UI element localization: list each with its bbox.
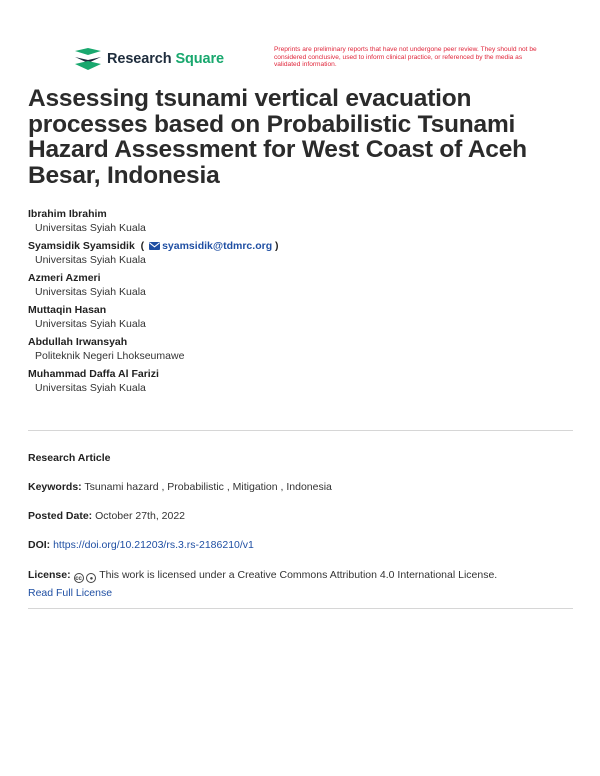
- divider: [28, 430, 573, 431]
- author-entry: [28, 303, 573, 331]
- author-name: Muttaqin Hasan: [28, 304, 107, 316]
- author-name: Syamsidik Syamsidik: [28, 240, 135, 252]
- author-email-group: ( syamsidik@tdmrc.org ): [137, 240, 279, 252]
- author-name-row: [28, 239, 573, 253]
- author-entry: [28, 239, 573, 267]
- license-label: License:: [28, 569, 71, 581]
- author-entry: [28, 367, 573, 395]
- author-name: Azmeri Azmeri: [28, 272, 101, 284]
- read-full-license-link[interactable]: Read Full License: [28, 587, 113, 599]
- attribution-icon: ●: [86, 573, 96, 583]
- creative-commons-icon: cc: [74, 573, 84, 583]
- doi-row: [28, 539, 573, 551]
- posted-date-label: Posted Date:: [28, 510, 93, 522]
- author-entry: [28, 335, 573, 363]
- keywords-label: Keywords:: [28, 481, 82, 493]
- paper-title: Assessing tsunami vertical evacuation processes based on Probabilistic Tsunami Hazard Assessment for West Coast of Aceh Besar, Indonesia: [28, 85, 527, 189]
- logo-word-square: Square: [175, 51, 224, 67]
- doi-link[interactable]: https://doi.org/10.21203/rs.3.rs-2186210/v1: [53, 539, 254, 551]
- logo-word-research: Research: [107, 51, 172, 67]
- envelope-icon: [149, 242, 160, 250]
- author-list: [28, 207, 573, 399]
- license-row: [28, 569, 573, 583]
- author-affiliation: Politeknik Negeri Lhokseumawe: [35, 350, 185, 362]
- research-square-logo[interactable]: [75, 48, 224, 70]
- license-text: This work is licensed under a Creative Commons Attribution 4.0 International License.: [99, 569, 498, 581]
- author-email-link[interactable]: syamsidik@tdmrc.org: [162, 240, 273, 252]
- author-affiliation: Universitas Syiah Kuala: [35, 382, 146, 394]
- research-square-logo-icon: [75, 48, 101, 70]
- doi-label: DOI:: [28, 539, 51, 551]
- article-type-label: Research Article: [28, 452, 111, 464]
- author-affiliation: Universitas Syiah Kuala: [35, 254, 146, 266]
- author-name: Ibrahim Ibrahim: [28, 208, 107, 220]
- posted-date-row: [28, 510, 573, 522]
- keywords-row: [28, 481, 573, 493]
- author-affiliation: Universitas Syiah Kuala: [35, 318, 146, 330]
- author-entry: [28, 207, 573, 235]
- page-header: [75, 46, 545, 74]
- author-affiliation: Universitas Syiah Kuala: [35, 222, 146, 234]
- author-entry: [28, 271, 573, 299]
- author-name: Abdullah Irwansyah: [28, 336, 128, 348]
- posted-date-value: October 27th, 2022: [95, 510, 186, 522]
- author-name: Muhammad Daffa Al Farizi: [28, 368, 159, 380]
- preprint-disclaimer: Preprints are preliminary reports that have not undergone peer review. They should not be considered conclusive, used to inform clinical practice, or referenced by the media as validated information.: [274, 46, 537, 69]
- divider: [28, 608, 573, 609]
- author-affiliation: Universitas Syiah Kuala: [35, 286, 146, 298]
- keywords-value: Tsunami hazard , Probabilistic , Mitigation , Indonesia: [84, 481, 332, 493]
- article-type: [28, 452, 573, 464]
- logo-text: [107, 51, 224, 67]
